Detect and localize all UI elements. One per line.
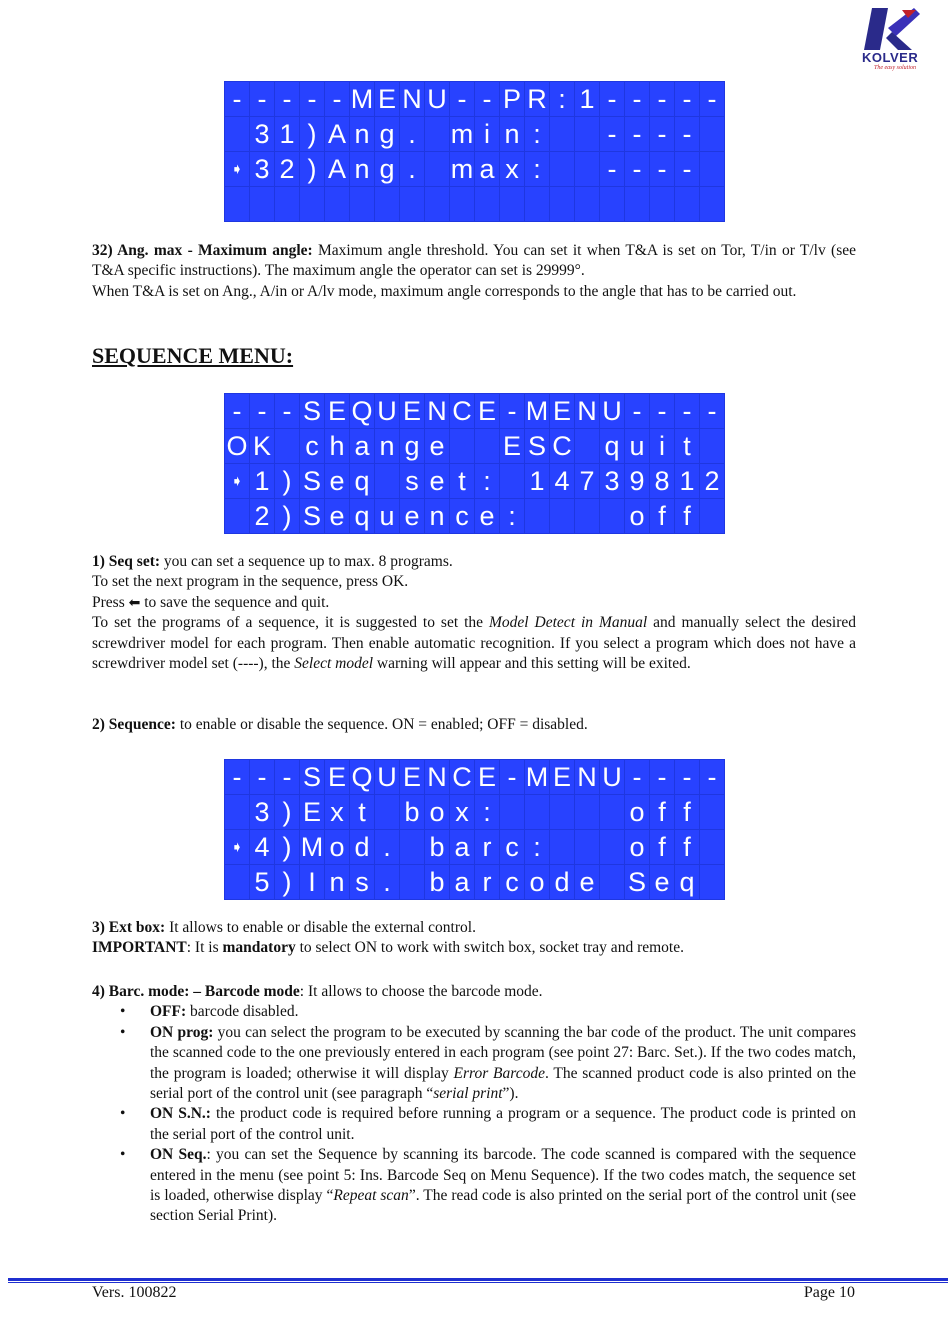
seq-set-text: you can set a sequence up to max. 8 programs.	[160, 553, 453, 570]
lcd-cell: c	[450, 499, 474, 533]
lcd-cell: c	[500, 830, 524, 864]
footer-page-number: Page 10	[803, 1284, 855, 1301]
lcd-cell	[600, 499, 624, 533]
lcd-cell: M	[300, 830, 324, 864]
lcd-cell: .	[375, 865, 399, 899]
lcd-cell: q	[350, 464, 374, 498]
important-text-c: to select ON to work with switch box, socket tray and remote.	[295, 939, 684, 957]
seq-set-line2: To set the next program in the sequence, press OK.	[92, 573, 409, 591]
lcd-cell	[425, 152, 449, 186]
lcd-cell	[700, 865, 724, 899]
lcd-cell: 2	[275, 152, 299, 186]
lcd-cell: -	[500, 760, 524, 794]
list-item	[92, 1104, 856, 1145]
lcd-cell: e	[575, 865, 599, 899]
lcd-cell: C	[550, 429, 574, 463]
lcd-cell	[575, 152, 599, 186]
lcd-cell: e	[325, 499, 349, 533]
lcd-cell	[550, 152, 574, 186]
lcd-cell: e	[475, 499, 499, 533]
lcd-cell: )	[300, 152, 324, 186]
lcd-cell: m	[450, 152, 474, 186]
lcd-cell: 3	[600, 464, 624, 498]
item-label: ON prog:	[150, 1023, 214, 1041]
lcd-cell: S	[300, 464, 324, 498]
list-item	[92, 1023, 856, 1105]
lcd-cell	[550, 830, 574, 864]
logo-tagline: The easy solution	[874, 65, 916, 71]
lcd-cell: e	[400, 499, 424, 533]
lcd-cell: C	[450, 760, 474, 794]
important-label: IMPORTANT	[92, 939, 187, 957]
lcd-cell	[575, 499, 599, 533]
lcd-cell: -	[275, 760, 299, 794]
lcd-cell: -	[675, 760, 699, 794]
lcd-cell: -	[475, 82, 499, 116]
logo-wordmark: KOLVER	[862, 50, 919, 65]
lcd-cell	[575, 429, 599, 463]
lcd-cell: -	[625, 152, 649, 186]
lcd-cell	[425, 187, 449, 221]
barcode-mode-text: : It allows to choose the barcode mode.	[299, 983, 543, 1000]
lcd-cell	[700, 830, 724, 864]
lcd-cell: P	[500, 82, 524, 116]
ext-box-description	[92, 918, 856, 959]
lcd-cell	[575, 795, 599, 829]
lcd-cell: -	[650, 117, 674, 151]
lcd-cell: -	[500, 394, 524, 428]
barcode-mode-label: 4) Barc. mode: – Barcode mode	[92, 983, 300, 1000]
lcd-cell	[450, 429, 474, 463]
lcd-cell: t	[675, 429, 699, 463]
item-text: barcode disabled.	[186, 1003, 299, 1021]
lcd-cell: .	[400, 152, 424, 186]
lcd-cell	[500, 187, 524, 221]
sequence-menu-heading: SEQUENCE MENU:	[92, 343, 294, 368]
lcd-cell: n	[425, 499, 449, 533]
lcd-cell: f	[650, 830, 674, 864]
lcd-cell: -	[600, 82, 624, 116]
lcd-cell: o	[625, 795, 649, 829]
lcd-cell	[550, 795, 574, 829]
lcd-cell: I	[300, 865, 324, 899]
lcd-cell	[700, 152, 724, 186]
ang-max-text: Maximum angle threshold. You can set it when T&A is set on Tor, T/in or T/lv (see T&A specific instructions). The maximum angle the operator can set is 29999°.	[92, 242, 856, 280]
lcd-cell	[250, 187, 274, 221]
lcd-cell	[500, 795, 524, 829]
lcd-cell: S	[525, 429, 549, 463]
lcd-cell: s	[350, 865, 374, 899]
lcd-cell: -	[600, 152, 624, 186]
cursor-arrow-icon: ➧	[225, 464, 249, 498]
lcd-cell: -	[675, 394, 699, 428]
lcd-cell	[700, 429, 724, 463]
lcd-cell: a	[350, 429, 374, 463]
lcd-cell	[700, 795, 724, 829]
lcd-cell	[675, 187, 699, 221]
lcd-cell: N	[425, 760, 449, 794]
lcd-cell: d	[550, 865, 574, 899]
lcd-cell: n	[375, 429, 399, 463]
lcd-cell: c	[500, 865, 524, 899]
seq-set-p4-c: and manually select the desired screwdriver model for each program. Then enable automatic recognition. If you select a program which does not have a screwdriver model set (----), the	[92, 614, 856, 673]
lcd-cell: :	[550, 82, 574, 116]
lcd-cell	[350, 187, 374, 221]
lcd-cell: .	[400, 117, 424, 151]
item-text: ”).	[502, 1085, 519, 1103]
lcd-cell	[550, 117, 574, 151]
lcd-cell: :	[525, 152, 549, 186]
lcd-cell: E	[400, 760, 424, 794]
lcd-cell	[550, 187, 574, 221]
lcd-cell: E	[500, 429, 524, 463]
sequence-text: to enable or disable the sequence. ON = enabled; OFF = disabled.	[175, 716, 588, 733]
lcd-cell: N	[575, 394, 599, 428]
lcd-cell: -	[325, 82, 349, 116]
lcd-cell: -	[650, 394, 674, 428]
lcd-cell	[450, 187, 474, 221]
lcd-cell: o	[625, 499, 649, 533]
lcd-cell: -	[625, 394, 649, 428]
lcd-cell: x	[325, 795, 349, 829]
lcd-cell	[600, 865, 624, 899]
lcd-cell	[225, 117, 249, 151]
lcd-cell: 9	[625, 464, 649, 498]
lcd-cell: b	[400, 795, 424, 829]
lcd-cell	[650, 187, 674, 221]
lcd-cell: o	[625, 830, 649, 864]
lcd-cell: a	[475, 152, 499, 186]
lcd-cell: n	[350, 152, 374, 186]
lcd-cell	[375, 187, 399, 221]
item-text: : you can set the Sequence by scanning its barcode. The code scanned is compared with the sequence entered in the menu (see point 5: Ins. Barcode Seq on Menu Sequence). If the two codes match, the sequence set is loaded, otherwise display “	[150, 1146, 856, 1205]
lcd-cell	[525, 187, 549, 221]
seq-set-label: 1) Seq set:	[92, 553, 161, 570]
lcd-cell: C	[450, 394, 474, 428]
ext-box-text: It allows to enable or disable the external control.	[165, 919, 476, 936]
lcd-cell: t	[450, 464, 474, 498]
lcd-cell: 1	[250, 464, 274, 498]
lcd-cell: S	[300, 760, 324, 794]
lcd-cell	[575, 187, 599, 221]
lcd-cell: 1	[575, 82, 599, 116]
lcd-cell: 2	[250, 499, 274, 533]
lcd-cell: N	[425, 394, 449, 428]
lcd-cell: u	[625, 429, 649, 463]
lcd-cell: N	[400, 82, 424, 116]
lcd-cell: q	[600, 429, 624, 463]
lcd-cell: )	[275, 499, 299, 533]
lcd-cell: g	[375, 117, 399, 151]
lcd-cell: E	[475, 760, 499, 794]
lcd-cell: E	[375, 82, 399, 116]
lcd-cell	[525, 499, 549, 533]
lcd-cell: -	[625, 760, 649, 794]
lcd-cell: U	[425, 82, 449, 116]
lcd-cell: :	[525, 830, 549, 864]
item-italic: Error Barcode	[453, 1064, 545, 1082]
lcd-cell: -	[250, 82, 274, 116]
item-label: ON Seq.	[150, 1146, 207, 1164]
lcd-cell	[700, 187, 724, 221]
footer-version: Vers. 100822	[92, 1284, 177, 1301]
lcd-cell: -	[250, 760, 274, 794]
seq-set-p4-a: To set the programs of a sequence, it is suggested to set the	[92, 614, 489, 632]
barcode-mode-list	[92, 1002, 856, 1226]
lcd-cell: b	[425, 865, 449, 899]
lcd-cell: -	[650, 760, 674, 794]
lcd-cell: b	[425, 830, 449, 864]
lcd-cell: q	[675, 865, 699, 899]
lcd-cell	[375, 464, 399, 498]
lcd-cell: 5	[250, 865, 274, 899]
seq-set-description	[92, 552, 856, 674]
lcd-cell: E	[400, 394, 424, 428]
lcd-cell: O	[225, 429, 249, 463]
lcd-cell: e	[425, 464, 449, 498]
lcd-cell: 1	[275, 117, 299, 151]
lcd-cell: -	[275, 82, 299, 116]
ext-box-label: 3) Ext box:	[92, 919, 166, 936]
lcd-cell: f	[650, 795, 674, 829]
ang-max-text-2: When T&A is set on Ang., A/in or A/lv mode, maximum angle corresponds to the angle that has to be carried out.	[92, 282, 797, 300]
lcd-cell: e	[325, 464, 349, 498]
lcd-cell	[400, 865, 424, 899]
lcd-cell: E	[325, 394, 349, 428]
lcd-cell: x	[500, 152, 524, 186]
list-item	[92, 1002, 856, 1022]
lcd-cell: M	[525, 394, 549, 428]
item-text: ”. The read code is also printed on the serial port of the control unit (see section Serial Print).	[150, 1187, 857, 1225]
lcd-sequence-display	[224, 393, 725, 534]
lcd-cell	[550, 499, 574, 533]
lcd-cell: :	[475, 795, 499, 829]
footer-divider	[8, 1278, 948, 1281]
lcd-cell: q	[350, 499, 374, 533]
back-arrow-icon: ⬅	[128, 594, 141, 611]
lcd-cell: -	[225, 82, 249, 116]
lcd-cell	[625, 187, 649, 221]
cursor-arrow-icon: ➧	[225, 830, 249, 864]
lcd-cell: s	[400, 464, 424, 498]
important-text-a: : It is	[186, 939, 223, 957]
lcd-cell: m	[450, 117, 474, 151]
lcd-cell: Q	[350, 760, 374, 794]
lcd-cell	[325, 187, 349, 221]
lcd-cell: M	[350, 82, 374, 116]
lcd-cell	[225, 187, 249, 221]
item-label: ON S.N.:	[150, 1105, 211, 1123]
lcd-cell: 7	[575, 464, 599, 498]
lcd-cell: 3	[250, 795, 274, 829]
lcd-cell: g	[400, 429, 424, 463]
lcd-cell: U	[375, 760, 399, 794]
lcd-cell: n	[500, 117, 524, 151]
lcd-cell: h	[325, 429, 349, 463]
lcd-cell: f	[675, 830, 699, 864]
item-label: OFF:	[150, 1003, 187, 1021]
lcd-cell: A	[325, 117, 349, 151]
lcd-cell: -	[675, 117, 699, 151]
lcd-cell: M	[525, 760, 549, 794]
lcd-cell	[475, 429, 499, 463]
important-mandatory: mandatory	[222, 939, 296, 957]
item-italic: serial print	[433, 1085, 503, 1103]
lcd-cell: 3	[250, 152, 274, 186]
lcd-cell	[275, 429, 299, 463]
lcd-cell: f	[675, 499, 699, 533]
lcd-cell: -	[675, 82, 699, 116]
lcd-cell: -	[625, 117, 649, 151]
lcd-cell	[600, 795, 624, 829]
lcd-cell	[225, 865, 249, 899]
lcd-cell: -	[625, 82, 649, 116]
lcd-cell	[525, 795, 549, 829]
lcd-cell: .	[375, 830, 399, 864]
lcd-cell: :	[525, 117, 549, 151]
lcd-cell: e	[650, 865, 674, 899]
lcd-cell: U	[600, 760, 624, 794]
lcd-cell: R	[525, 82, 549, 116]
ang-max-description	[92, 241, 856, 302]
lcd-cell: d	[350, 830, 374, 864]
lcd-cell: -	[600, 117, 624, 151]
lcd-cell	[500, 464, 524, 498]
barcode-mode-description	[92, 982, 856, 1227]
lcd-cell: S	[300, 499, 324, 533]
lcd-cell: S	[300, 394, 324, 428]
item-text: the product code is required before running a program or a sequence. The product code is printed on the serial port of the control unit.	[150, 1105, 857, 1143]
lcd-cell: a	[450, 830, 474, 864]
lcd-cell: )	[275, 830, 299, 864]
lcd-cell: E	[325, 760, 349, 794]
lcd-cell	[700, 117, 724, 151]
lcd-cell: i	[650, 429, 674, 463]
lcd-cell: )	[300, 117, 324, 151]
lcd-cell: c	[300, 429, 324, 463]
lcd-cell: -	[450, 82, 474, 116]
lcd-cell: -	[275, 394, 299, 428]
lcd-cell: -	[250, 394, 274, 428]
lcd-cell: 2	[700, 464, 724, 498]
lcd-cell	[300, 187, 324, 221]
lcd-cell: i	[475, 117, 499, 151]
lcd-cell: E	[475, 394, 499, 428]
lcd-cell: r	[475, 865, 499, 899]
sequence-label: 2) Sequence:	[92, 716, 176, 733]
seq-set-save: to save the sequence and quit.	[140, 593, 330, 611]
lcd-cell: K	[250, 429, 274, 463]
lcd-cell: -	[675, 152, 699, 186]
lcd-cell: -	[225, 394, 249, 428]
lcd-cell: -	[700, 394, 724, 428]
lcd-cell: :	[500, 499, 524, 533]
lcd-cell: -	[700, 760, 724, 794]
lcd-cell	[575, 117, 599, 151]
lcd-cell	[600, 830, 624, 864]
lcd-cell: n	[350, 117, 374, 151]
lcd-cell	[425, 117, 449, 151]
ang-max-label: 32) Ang. max - Maximum angle:	[92, 242, 313, 259]
lcd-cell: A	[325, 152, 349, 186]
footer-divider-thin	[8, 1282, 948, 1283]
lcd-cell: e	[425, 429, 449, 463]
lcd-cell: E	[550, 760, 574, 794]
seq-set-p4-b: Model Detect in Manual	[489, 614, 648, 632]
lcd-cell: 3	[250, 117, 274, 151]
seq-set-press: Press	[92, 593, 125, 611]
lcd-cell: E	[300, 795, 324, 829]
lcd-cell: N	[575, 760, 599, 794]
lcd-cell: 8	[650, 464, 674, 498]
lcd-cell	[400, 187, 424, 221]
lcd-cell: t	[350, 795, 374, 829]
lcd-cell: Q	[350, 394, 374, 428]
item-text: you can select the program to be executed by scanning the bar code of the product. The unit compares the scanned code to the one previously entered in each program (see point 27: Barc. Set.). If the two codes match, the program is loaded; otherwise it will display	[150, 1023, 856, 1082]
lcd-cell	[600, 187, 624, 221]
lcd-cell	[225, 499, 249, 533]
lcd-cell: u	[375, 499, 399, 533]
item-italic: Repeat scan	[333, 1187, 409, 1205]
lcd-cell: -	[300, 82, 324, 116]
lcd-cell: U	[375, 394, 399, 428]
seq-set-p4-e: warning will appear and this setting will be exited.	[373, 655, 691, 673]
lcd-cell: U	[600, 394, 624, 428]
lcd-cell: -	[650, 152, 674, 186]
lcd-cell	[275, 187, 299, 221]
lcd-menu-display	[224, 81, 725, 222]
cursor-arrow-icon: ➧	[225, 152, 249, 186]
lcd-cell	[475, 187, 499, 221]
sequence-description	[92, 715, 856, 735]
lcd-cell: o	[325, 830, 349, 864]
item-text: . The scanned product code is also printed on the serial port of the control unit (see paragraph “	[150, 1064, 856, 1103]
lcd-cell: f	[675, 795, 699, 829]
lcd-cell	[400, 830, 424, 864]
lcd-cell: S	[625, 865, 649, 899]
lcd-cell	[700, 499, 724, 533]
lcd-cell	[375, 795, 399, 829]
lcd-cell: )	[275, 865, 299, 899]
lcd-cell: )	[275, 464, 299, 498]
seq-set-p4-d: Select model	[294, 655, 374, 673]
lcd-cell: r	[475, 830, 499, 864]
lcd-cell: :	[475, 464, 499, 498]
lcd-cell: -	[700, 82, 724, 116]
lcd-cell: -	[225, 760, 249, 794]
lcd-cell	[575, 830, 599, 864]
lcd-cell: 1	[675, 464, 699, 498]
lcd-cell: f	[650, 499, 674, 533]
lcd-cell: a	[450, 865, 474, 899]
lcd-cell: 1	[525, 464, 549, 498]
lcd-cell: o	[425, 795, 449, 829]
lcd-cell: E	[550, 394, 574, 428]
lcd-cell	[225, 795, 249, 829]
lcd-cell: o	[525, 865, 549, 899]
lcd-cell: g	[375, 152, 399, 186]
lcd-cell: 4	[550, 464, 574, 498]
lcd-cell: )	[275, 795, 299, 829]
lcd-ext-display	[224, 759, 725, 900]
lcd-cell: -	[650, 82, 674, 116]
lcd-cell: x	[450, 795, 474, 829]
lcd-cell: n	[325, 865, 349, 899]
lcd-cell: 4	[250, 830, 274, 864]
list-item	[92, 1145, 856, 1227]
